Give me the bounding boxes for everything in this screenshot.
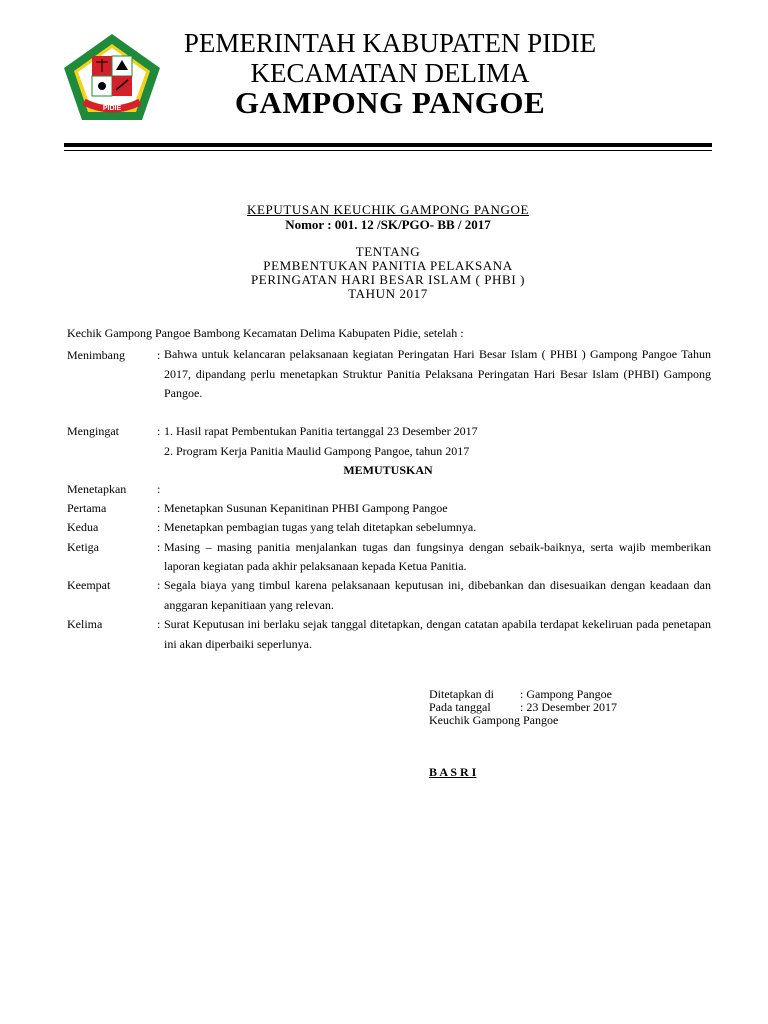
decision-label: Kelima [67, 617, 103, 631]
mengingat-item-2: 2. Program Kerja Panitia Maulid Gampong Pangoe, tahun 2017 [164, 444, 470, 458]
colon: : [157, 520, 161, 534]
signature-name: B A S R I [429, 765, 477, 779]
menimbang-label: Menimbang [67, 348, 125, 362]
colon: : [157, 578, 161, 592]
mengingat-label: Mengingat [67, 424, 119, 438]
signature-date-label: Pada tanggal [429, 700, 491, 714]
colon: : [157, 482, 161, 496]
decree-subject-1: PEMBENTUKAN PANITIA PELAKSANA [263, 258, 513, 273]
letterhead-district: KECAMATAN DELIMA [250, 58, 530, 88]
colon: : [157, 348, 161, 362]
signature-place-value: : Gampong Pangoe [520, 687, 612, 701]
decision-text: Masing – masing panitia menjalankan tugas dan fungsinya dengan sebaik-baiknya, serta wajib memberikan laporan kegiatan pada akhir pelaksanaan kepada Ketua Panitia. [164, 540, 711, 573]
signature-date-value: : 23 Desember 2017 [520, 700, 617, 714]
decree-title: KEPUTUSAN KEUCHIK GAMPONG PANGOE [247, 202, 529, 217]
decision-label: Kedua [67, 520, 99, 534]
colon: : [157, 501, 161, 515]
letterhead-village: GAMPONG PANGOE [234, 85, 546, 120]
decree-year: TAHUN 2017 [348, 286, 428, 301]
letterhead-divider-thick [64, 143, 712, 147]
menetapkan-label: Menetapkan [67, 482, 127, 496]
decree-number: Nomor : 001. 12 /SK/PGO- BB / 2017 [285, 217, 491, 232]
decree-about: TENTANG [355, 244, 421, 259]
colon: : [157, 617, 161, 631]
decision-label: Ketiga [67, 540, 99, 554]
colon: : [157, 540, 161, 554]
opening-paragraph: Kechik Gampong Pangoe Bambong Kecamatan Delima Kabupaten Pidie, setelah : [67, 326, 464, 340]
colon: : [157, 424, 161, 438]
memutuskan-heading: MEMUTUSKAN [343, 463, 433, 477]
decision-text: Menetapkan Susunan Kepanitinan PHBI Gampong Pangoe [164, 501, 448, 515]
letterhead-government: PEMERINTAH KABUPATEN PIDIE [183, 28, 597, 58]
letterhead-divider-thin [64, 150, 712, 151]
menimbang-text: Bahwa untuk kelancaran pelaksanaan kegiatan Peringatan Hari Besar Islam ( PHBI ) Gampong Pangoe Tahun 2017, dipandang perlu menetapkan Struktur Panitia Pelaksana Peringatan Hari Besar Islam (PHBI) Gampong Pangoe. [164, 347, 711, 400]
decision-text: Segala biaya yang timbul karena pelaksanaan keputusan ini, dibebankan dan disesuaikan dengan keadaan dan anggaran kepanitiaan yang relevan. [164, 578, 711, 612]
logo-text: PIDIE [102, 105, 122, 112]
signature-place-label: Ditetapkan di [429, 687, 494, 701]
decision-label: Pertama [67, 501, 107, 515]
mengingat-item-1: 1. Hasil rapat Pembentukan Panitia tertanggal 23 Desember 2017 [164, 424, 478, 438]
decree-subject-2: PERINGATAN HARI BESAR ISLAM ( PHBI ) [250, 272, 526, 287]
decision-text: Surat Keputusan ini berlaku sejak tanggal ditetapkan, dengan catatan apabila terdapat kekeliruan pada penetapan ini akan diperbaiki seperlunya. [164, 617, 711, 651]
decision-label: Keempat [67, 578, 111, 592]
signature-position: Keuchik Gampong Pangoe [429, 713, 559, 727]
decision-text: Menetapkan pembagian tugas yang telah ditetapkan sebelumnya. [164, 520, 477, 534]
